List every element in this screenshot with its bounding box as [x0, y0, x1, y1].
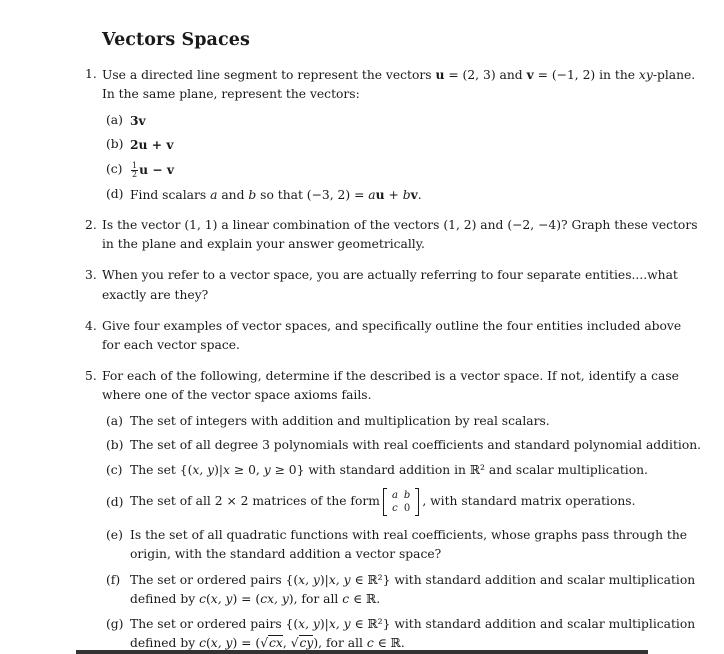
q5f-line-1: The set or ordered pairs {(x, y)|x, y ∈ ℝ²} with standard addition and scalar multiplication: [130, 573, 696, 587]
q5c-text: The set {(x, y)|x ≥ 0, y ≥ 0} with standard addition in ℝ² and scalar multiplication.: [130, 463, 648, 477]
q1-line-2: In the same plane, represent the vectors:: [102, 87, 360, 101]
sqrt-cx: √cx: [260, 636, 283, 650]
q5-line-1: For each of the following, determine if the described is a vector space. If not, identify a case: [102, 369, 679, 383]
q5f-label: (f): [106, 573, 121, 587]
q1c-label: (c): [106, 162, 123, 176]
q4-line-1: Give four examples of vector spaces, and specifically outline the four entities included above: [102, 319, 682, 333]
q5-number: 5.: [85, 369, 97, 383]
q5a-text: The set of integers with addition and multiplication by real scalars.: [130, 414, 550, 428]
q1d-label: (d): [106, 187, 124, 201]
q5c-label: (c): [106, 463, 123, 477]
q5e-line-2: origin, with the standard addition a vector space?: [130, 547, 442, 561]
page-bottom-edge: [76, 650, 648, 654]
q5f-line-2: defined by c(x, y) = (cx, y), for all c ∈ ℝ.: [130, 592, 381, 606]
matrix-2x2: a b c 0: [383, 488, 419, 516]
q5g-line-1: The set or ordered pairs {(x, y)|x, y ∈ ℝ²} with standard addition and scalar multiplication: [130, 617, 696, 631]
page-title: Vectors Spaces: [102, 30, 250, 50]
sqrt-cy: √cy: [290, 636, 314, 650]
one-half-fraction: $\frac{1}{2}$: [132, 161, 138, 179]
q1-number: 1.: [85, 67, 97, 81]
q3-line-2: exactly are they?: [102, 288, 209, 302]
q5d-text: The set of all 2 × 2 matrices of the form a b c 0 , with standard matrix operations.: [130, 489, 636, 514]
q1b-label: (b): [106, 137, 124, 151]
q4-number: 4.: [85, 319, 97, 333]
q3-number: 3.: [85, 268, 97, 282]
q2-line-2: in the plane and explain your answer geometrically.: [102, 237, 425, 251]
q2-number: 2.: [85, 218, 97, 232]
q5e-line-1: Is the set of all quadratic functions with real coefficients, whose graphs pass through the: [130, 528, 688, 542]
q5b-text: The set of all degree 3 polynomials with real coefficients and standard polynomial addition.: [130, 438, 702, 452]
q1c-text: $\frac{1}{2}$ u − v: [132, 161, 175, 179]
q2-line-1: Is the vector (1, 1) a linear combination of the vectors (1, 2) and (−2, −4)? Graph these vectors: [102, 218, 698, 232]
q4-line-2: for each vector space.: [102, 338, 240, 352]
q1b-text: 2u + v: [130, 137, 174, 152]
q1d-text: Find scalars a and b so that (−3, 2) = au + bv.: [130, 187, 422, 202]
q5e-label: (e): [106, 528, 123, 542]
q1a-text: 3v: [130, 113, 146, 128]
q5a-label: (a): [106, 414, 123, 428]
q3-line-1: When you refer to a vector space, you are actually referring to four separate entities....what: [102, 268, 678, 282]
q5g-label: (g): [106, 617, 124, 631]
q5g-line-2: defined by c(x, y) = (√cx, √cy), for all c ∈ ℝ.: [130, 636, 405, 650]
q5b-label: (b): [106, 438, 124, 452]
q5-line-2: where one of the vector space axioms fails.: [102, 388, 372, 402]
q5d-label: (d): [106, 495, 124, 509]
q1-line-1: Use a directed line segment to represent the vectors u = (2, 3) and v = (−1, 2) in the xy-plane.: [102, 67, 696, 82]
q1a-label: (a): [106, 113, 123, 127]
